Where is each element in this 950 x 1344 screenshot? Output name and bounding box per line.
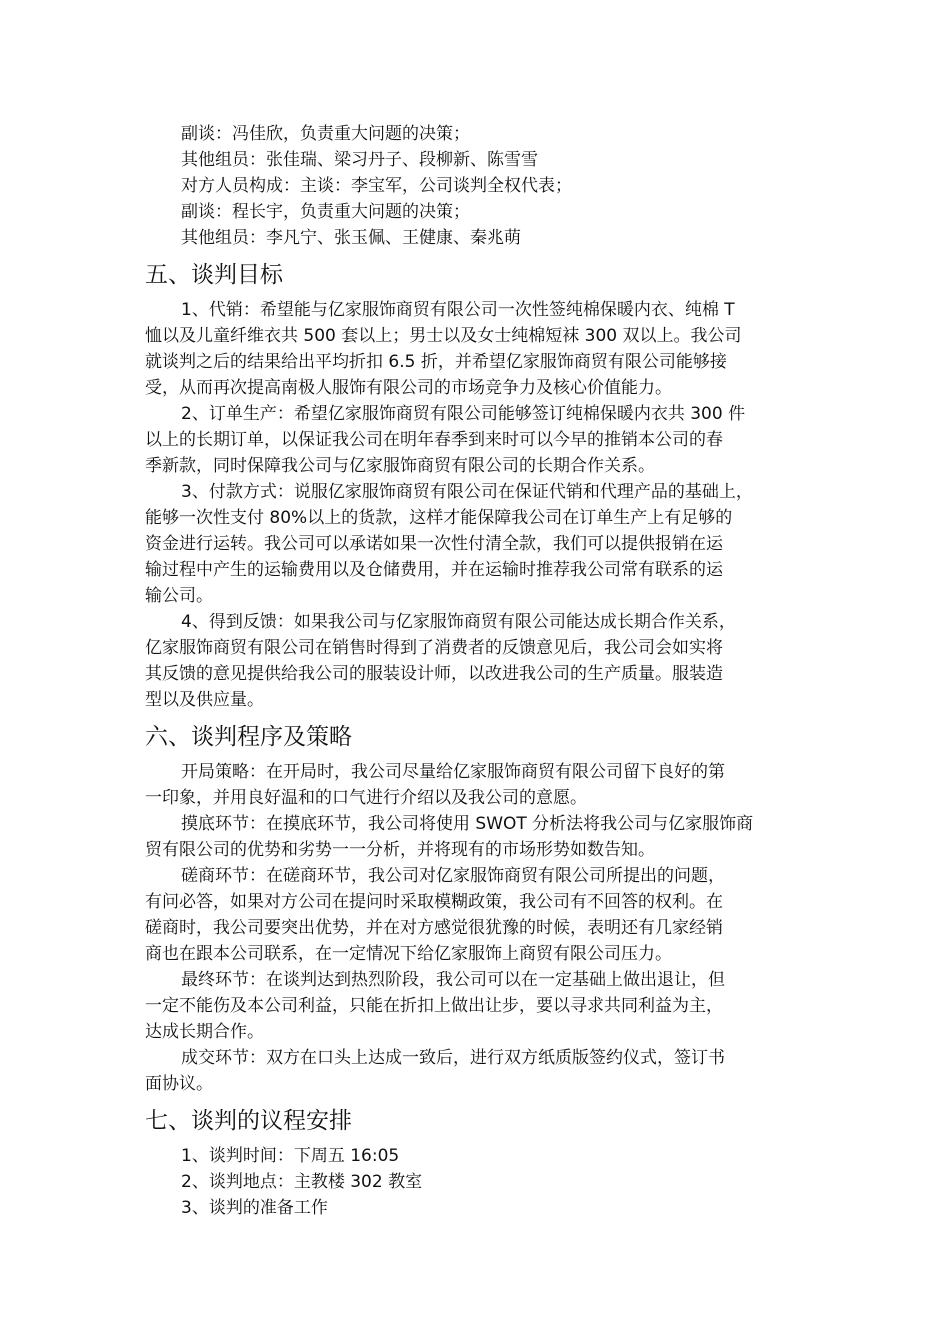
paragraph xyxy=(145,609,817,713)
text-line: 4、得到反馈：如果我公司与亿家服饰商贸有限公司能达成长期合作关系， xyxy=(181,612,736,632)
text-line: 受，从而再次提高南极人服饰有限公司的市场竞争力及核心价值能力。 xyxy=(145,378,672,398)
text-line: 其反馈的意见提供给我公司的服装设计师，以改进我公司的生产质量。服装造 xyxy=(145,664,723,684)
paragraph xyxy=(145,479,817,609)
paragraph xyxy=(145,1045,817,1097)
text-line: 磋商时，我公司要突出优势，并在对方感觉很犹豫的时候，表明还有几家经销 xyxy=(145,918,723,938)
text-line: 1、代销：希望能与亿家服饰商贸有限公司一次性签纯棉保暖内衣、纯棉 T xyxy=(181,300,735,320)
agenda-item: 1、谈判时间：下周五 16:05 xyxy=(181,1146,400,1166)
text-line: 以上的长期订单，以保证我公司在明年春季到来时可以今早的推销本公司的春 xyxy=(145,430,723,450)
text-line: 一定不能伤及本公司利益，只能在折扣上做出让步，要以寻求共同利益为主， xyxy=(145,996,723,1016)
section-5-body xyxy=(145,297,817,713)
team-line: 副谈：程长宇，负责重大问题的决策； xyxy=(181,202,470,222)
text-line: 达成长期合作。 xyxy=(145,1022,264,1042)
text-line: 输公司。 xyxy=(145,586,213,606)
text-line: 能够一次性支付 80%以上的货款，这样才能保障我公司在订单生产上有足够的 xyxy=(145,508,733,528)
text-line: 有问必答，如果对方公司在提问时采取模糊政策，我公司有不回答的权利。在 xyxy=(145,892,723,912)
text-line: 2、订单生产：希望亿家服饰商贸有限公司能够签订纯棉保暖内衣共 300 件 xyxy=(181,404,746,424)
team-line: 其他组员：李凡宁、张玉佩、王健康、秦兆萌 xyxy=(181,228,521,248)
text-line: 季新款，同时保障我公司与亿家服饰商贸有限公司的长期合作关系。 xyxy=(145,456,655,476)
text-line: 面协议。 xyxy=(145,1074,213,1094)
text-line: 就谈判之后的结果给出平均折扣 6.5 折，并希望亿家服饰商贸有限公司能够接 xyxy=(145,352,727,372)
paragraph xyxy=(145,297,817,401)
team-intro xyxy=(145,121,817,251)
text-line: 资金进行运转。我公司可以承诺如果一次性付清全款，我们可以提供报销在运 xyxy=(145,534,723,554)
paragraph xyxy=(145,863,817,967)
text-line: 一印象，并用良好温和的口气进行介绍以及我公司的意愿。 xyxy=(145,788,587,808)
agenda-list xyxy=(145,1143,817,1221)
text-line: 输过程中产生的运输费用以及仓储费用，并在运输时推荐我公司常有联系的运 xyxy=(145,560,723,580)
text-line: 摸底环节：在摸底环节，我公司将使用 SWOT 分析法将我公司与亿家服饰商 xyxy=(181,814,754,834)
section-6-body xyxy=(145,759,817,1097)
agenda-item: 2、谈判地点：主教楼 302 教室 xyxy=(181,1172,423,1192)
team-line: 其他组员：张佳瑞、梁习丹子、段柳新、陈雪雪 xyxy=(181,150,538,170)
text-line: 3、付款方式：说服亿家服饰商贸有限公司在保证代销和代理产品的基础上， xyxy=(181,482,753,502)
text-line: 亿家服饰商贸有限公司在销售时得到了消费者的反馈意见后，我公司会如实将 xyxy=(145,638,723,658)
text-line: 商也在跟本公司联系，在一定情况下给亿家服饰上商贸有限公司压力。 xyxy=(145,944,672,964)
paragraph xyxy=(145,811,817,863)
text-line: 贸有限公司的优势和劣势一一分析，并将现有的市场形势如数告知。 xyxy=(145,840,655,860)
text-line: 最终环节：在谈判达到热烈阶段，我公司可以在一定基础上做出退让，但 xyxy=(181,970,725,990)
paragraph xyxy=(145,401,817,479)
agenda-item: 3、谈判的准备工作 xyxy=(181,1198,328,1218)
document-page xyxy=(145,121,817,1221)
text-line: 开局策略：在开局时，我公司尽量给亿家服饰商贸有限公司留下良好的第 xyxy=(181,762,725,782)
text-line: 磋商环节：在磋商环节，我公司对亿家服饰商贸有限公司所提出的问题， xyxy=(181,866,725,886)
text-line: 型以及供应量。 xyxy=(145,690,264,710)
paragraph xyxy=(145,759,817,811)
section-heading: 五、谈判目标 xyxy=(145,262,283,288)
team-line: 副谈：冯佳欣，负责重大问题的决策； xyxy=(181,124,470,144)
text-line: 成交环节：双方在口头上达成一致后，进行双方纸质版签约仪式，签订书 xyxy=(181,1048,725,1068)
text-line: 恤以及儿童纤维衣共 500 套以上；男士以及女士纯棉短袜 300 双以上。我公司 xyxy=(145,326,742,346)
team-line: 对方人员构成：主谈：李宝军，公司谈判全权代表； xyxy=(181,176,572,196)
paragraph xyxy=(145,967,817,1045)
section-heading: 七、谈判的议程安排 xyxy=(145,1108,352,1134)
section-heading: 六、谈判程序及策略 xyxy=(145,724,352,750)
